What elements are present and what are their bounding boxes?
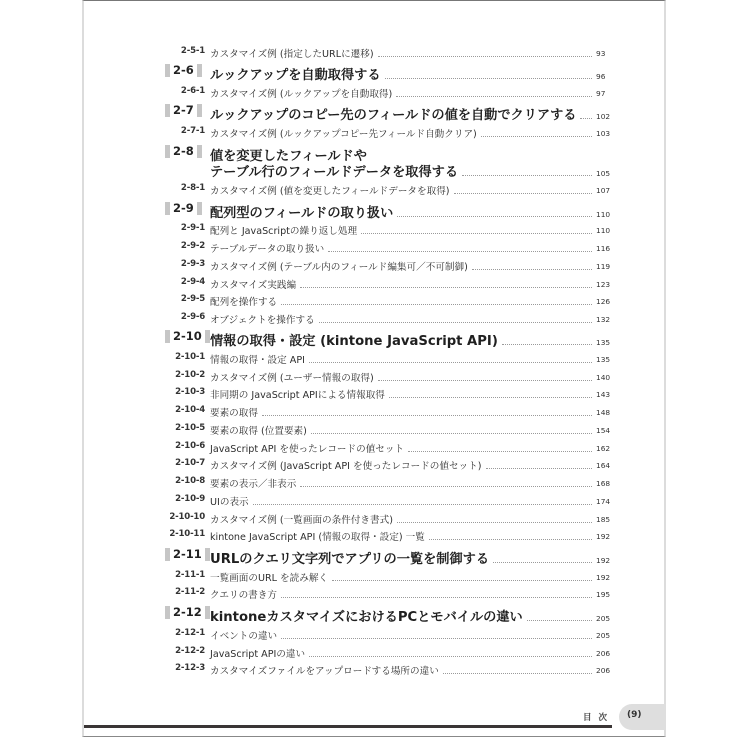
entry-title: UIの表示 [210, 497, 249, 508]
entry-number: 2-12 [165, 606, 210, 619]
entry-number: 2-11-2 [175, 587, 205, 597]
dot-leader [309, 362, 592, 363]
dot-leader [378, 380, 592, 381]
entry-number: 2-10-6 [175, 441, 205, 451]
dot-leader [389, 397, 592, 398]
entry-number: 2-10-7 [175, 458, 205, 468]
entry-page-number: 185 [596, 515, 611, 524]
entry-title: カスタマイズ例 (値を変更したフィールドデータを取得) [210, 186, 450, 197]
dot-leader [309, 656, 592, 657]
entry-number: 2-12-1 [175, 628, 205, 638]
entry-title: 要素の取得 (位置要素) [210, 426, 307, 437]
dot-leader [281, 304, 592, 305]
dot-leader [319, 322, 592, 323]
dot-leader [385, 78, 592, 79]
entry-title: 情報の取得・設定 API [210, 355, 305, 366]
footer-page-number: (9) [627, 710, 642, 720]
footer-label: 目次 [583, 713, 615, 723]
entry-number: 2-6 [165, 64, 202, 77]
entry-title: クエリの書き方 [210, 590, 277, 601]
entry-number: 2-7 [165, 104, 202, 117]
entry-number: 2-9-4 [180, 277, 205, 287]
entry-page-number: 140 [596, 373, 611, 382]
dot-leader [486, 468, 592, 469]
dot-leader [454, 193, 592, 194]
entry-number: 2-5-1 [180, 46, 205, 56]
entry-page-number: 205 [596, 631, 611, 640]
entry-title: カスタマイズ例 (テーブル内のフィールド編集可／不可制御) [210, 262, 468, 273]
entry-number: 2-10-3 [175, 387, 205, 397]
entry-title: カスタマイズ例 (ルックアップを自動取得) [210, 89, 393, 100]
entry-page-number: 135 [596, 338, 611, 347]
entry-number: 2-10-10 [169, 512, 205, 522]
footer-rule [84, 725, 612, 728]
entry-title: 配列型のフィールドの取り扱い [210, 206, 394, 221]
entry-number: 2-11 [165, 548, 210, 561]
entry-number: 2-12-2 [175, 646, 205, 656]
entry-number: 2-10-9 [175, 494, 205, 504]
entry-number: 2-9-6 [180, 312, 205, 322]
dot-leader [580, 118, 592, 119]
entry-number: 2-8-1 [180, 183, 205, 193]
entry-page-number: 93 [596, 49, 606, 58]
entry-page-number: 132 [596, 315, 611, 324]
dot-leader [300, 287, 592, 288]
entry-title: カスタマイズ例 (一覧画面の条件付き書式) [210, 515, 393, 526]
entry-page-number: 119 [596, 262, 611, 271]
dot-leader [429, 539, 592, 540]
dot-leader [472, 269, 592, 270]
entry-page-number: 206 [596, 649, 611, 658]
entry-title: JavaScript APIの違い [210, 649, 306, 660]
entry-page-number: 116 [596, 244, 611, 253]
dot-leader [253, 504, 592, 505]
entry-title: カスタマイズ例 (ユーザー情報の取得) [210, 373, 374, 384]
entry-title: JavaScript API を使ったレコードの値セット [210, 444, 405, 455]
dot-leader [332, 580, 592, 581]
dot-leader [397, 522, 592, 523]
entry-title: カスタマイズファイルをアップロードする場所の違い [210, 666, 439, 677]
entry-title: カスタマイズ実践編 [210, 280, 297, 291]
entry-number: 2-8 [165, 145, 202, 158]
entry-title: 値を変更したフィールドや [210, 149, 367, 164]
entry-page-number: 103 [596, 129, 611, 138]
entry-title: オブジェクトを操作する [210, 315, 315, 326]
dot-leader [378, 56, 592, 57]
entry-page-number: 174 [596, 497, 611, 506]
entry-title: 一覧画面のURL を読み解く [210, 573, 329, 584]
dot-leader [481, 136, 592, 137]
dot-leader [527, 620, 592, 621]
entry-page-number: 97 [596, 89, 606, 98]
entry-page-number: 135 [596, 355, 611, 364]
entry-page-number: 195 [596, 590, 611, 599]
entry-page-number: 192 [596, 573, 611, 582]
entry-number: 2-11-1 [175, 570, 205, 580]
entry-number: 2-9-3 [180, 259, 205, 269]
dot-leader [396, 96, 592, 97]
entry-number: 2-9-2 [180, 241, 205, 251]
entry-number: 2-12-3 [175, 663, 205, 673]
entry-number: 2-6-1 [180, 86, 205, 96]
dot-leader [281, 638, 592, 639]
entry-page-number: 162 [596, 444, 611, 453]
entry-page-number: 168 [596, 479, 611, 488]
entry-title: テーブル行のフィールドデータを取得する [210, 165, 459, 180]
entry-page-number: 107 [596, 186, 611, 195]
entry-number: 2-10-4 [175, 405, 205, 415]
entry-title: カスタマイズ例 (JavaScript API を使ったレコードの値セット) [210, 461, 482, 472]
dot-leader [462, 175, 592, 176]
entry-page-number: 154 [596, 426, 611, 435]
dot-leader [443, 673, 592, 674]
dot-leader [311, 433, 592, 434]
dot-leader [502, 344, 592, 345]
dot-leader [361, 233, 592, 234]
entry-title: ルックアップを自動取得する [210, 68, 381, 83]
dot-leader [281, 597, 592, 598]
entry-title: 情報の取得・設定 (kintone JavaScript API) [210, 334, 498, 349]
entry-number: 2-9 [165, 202, 202, 215]
entry-title: イベントの違い [210, 631, 278, 642]
entry-title: 要素の表示／非表示 [210, 479, 297, 490]
entry-page-number: 105 [596, 169, 611, 178]
dot-leader [493, 562, 592, 563]
entry-title: 配列と JavaScriptの繰り返し処理 [210, 226, 358, 237]
entry-page-number: 206 [596, 666, 611, 675]
dot-leader [300, 486, 592, 487]
entry-title: URLのクエリ文字列でアプリの一覧を制御する [210, 552, 490, 567]
entry-title: kintoneカスタマイズにおけるPCとモバイルの違い [210, 610, 523, 625]
entry-number: 2-10-5 [175, 423, 205, 433]
entry-page-number: 102 [596, 112, 611, 121]
entry-title: カスタマイズ例 (ルックアップコピー先フィールド自動クリア) [210, 129, 477, 140]
dot-leader [262, 415, 592, 416]
entry-page-number: 123 [596, 280, 611, 289]
entry-number: 2-10-2 [175, 370, 205, 380]
entry-page-number: 164 [596, 461, 611, 470]
dot-leader [408, 451, 592, 452]
entry-title: 配列を操作する [210, 297, 278, 308]
entry-page-number: 96 [596, 72, 606, 81]
entry-number: 2-10-8 [175, 476, 205, 486]
entry-number: 2-10-1 [175, 352, 205, 362]
entry-number: 2-7-1 [180, 126, 205, 136]
entry-title: テーブルデータの取り扱い [210, 244, 325, 255]
entry-number: 2-10 [165, 330, 210, 343]
dot-leader [397, 216, 592, 217]
entry-title: ルックアップのコピー先のフィールドの値を自動でクリアする [210, 108, 577, 123]
entry-page-number: 143 [596, 390, 611, 399]
entry-page-number: 126 [596, 297, 611, 306]
entry-title: kintone JavaScript API (情報の取得・設定) 一覧 [210, 532, 425, 543]
entry-page-number: 110 [596, 226, 611, 235]
entry-page-number: 110 [596, 210, 611, 219]
entry-page-number: 192 [596, 556, 611, 565]
entry-page-number: 148 [596, 408, 611, 417]
entry-page-number: 205 [596, 614, 611, 623]
entry-number: 2-9-1 [180, 223, 205, 233]
entry-page-number: 192 [596, 532, 611, 541]
entry-number: 2-9-5 [180, 294, 205, 304]
dot-leader [328, 251, 592, 252]
entry-title: 要素の取得 [210, 408, 258, 419]
entry-title: 非同期の JavaScript APIによる情報取得 [210, 390, 385, 401]
entry-number: 2-10-11 [169, 529, 205, 539]
entry-title: カスタマイズ例 (指定したURLに遷移) [210, 49, 374, 60]
